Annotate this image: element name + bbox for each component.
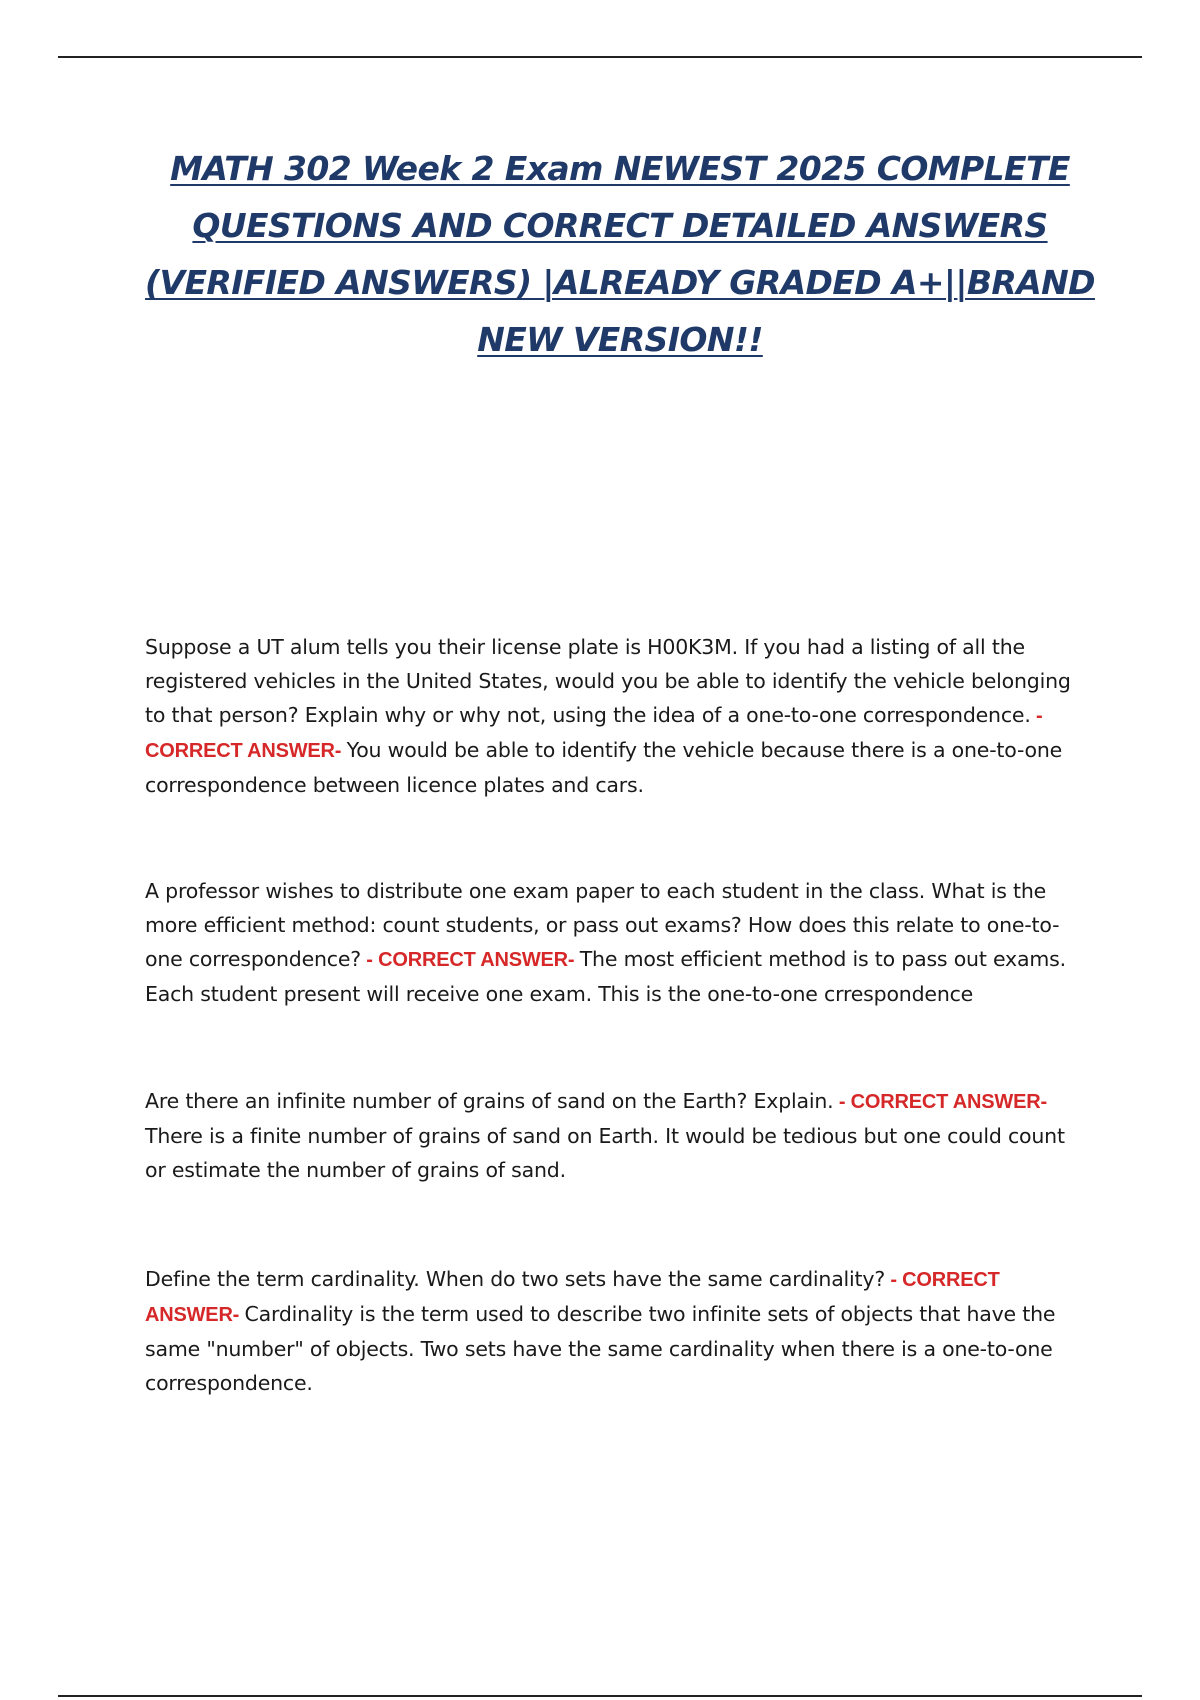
question-text: Are there an infinite number of grains of sand on the Earth? Explain. [145,1089,834,1113]
correct-answer-label: - CORRECT ANSWER- [145,1269,1000,1326]
qa-item-1 [145,630,1090,802]
qa-item-2 [145,874,1090,1011]
question-text: Suppose a UT alum tells you their license plate is H00K3M. If you had a listing of all the registered vehicles in the United States, would you be able to identify the vehicle belonging to that person? Explain why or why not, using the idea of a one-to-one correspondence. [145,635,1071,727]
correct-answer-label: - CORRECT ANSWER- [360,949,580,971]
answer-text: Cardinality is the term used to describe two infinite sets of objects that have the same "number" of objects. Two sets have the same cardinality when there is a one-to-one correspondence. [145,1302,1056,1395]
qa-item-4 [145,1262,1090,1400]
question-text: Define the term cardinality. When do two sets have the same cardinality? [145,1267,885,1291]
document-title: MATH 302 Week 2 Exam NEWEST 2025 COMPLETE QUESTIONS AND CORRECT DETAILED ANSWERS (VERIFIED ANSWERS) |ALREADY GRADED A+||BRAND NEW VERSION!! [145,149,1095,359]
question-text: A professor wishes to distribute one exam paper to each student in the class. What is the more efficient method: count students, or pass out exams? How does this relate to one-to-one correspondence? [145,879,1060,971]
bottom-horizontal-rule [58,1695,1142,1697]
answer-text: The most efficient method is to pass out exams. Each student present will receive one exam. This is the one-to-one crrespondence [145,947,1066,1006]
answer-text: You would be able to identify the vehicle because there is a one-to-one correspondence between licence plates and cars. [145,738,1063,797]
answer-text: There is a finite number of grains of sand on Earth. It would be tedious but one could count or estimate the number of grains of sand. [145,1124,1065,1182]
qa-item-3 [145,1084,1090,1187]
correct-answer-label: - CORRECT ANSWER- [145,705,1043,762]
correct-answer-label: - CORRECT ANSWER- [833,1091,1047,1113]
top-horizontal-rule [58,56,1142,58]
